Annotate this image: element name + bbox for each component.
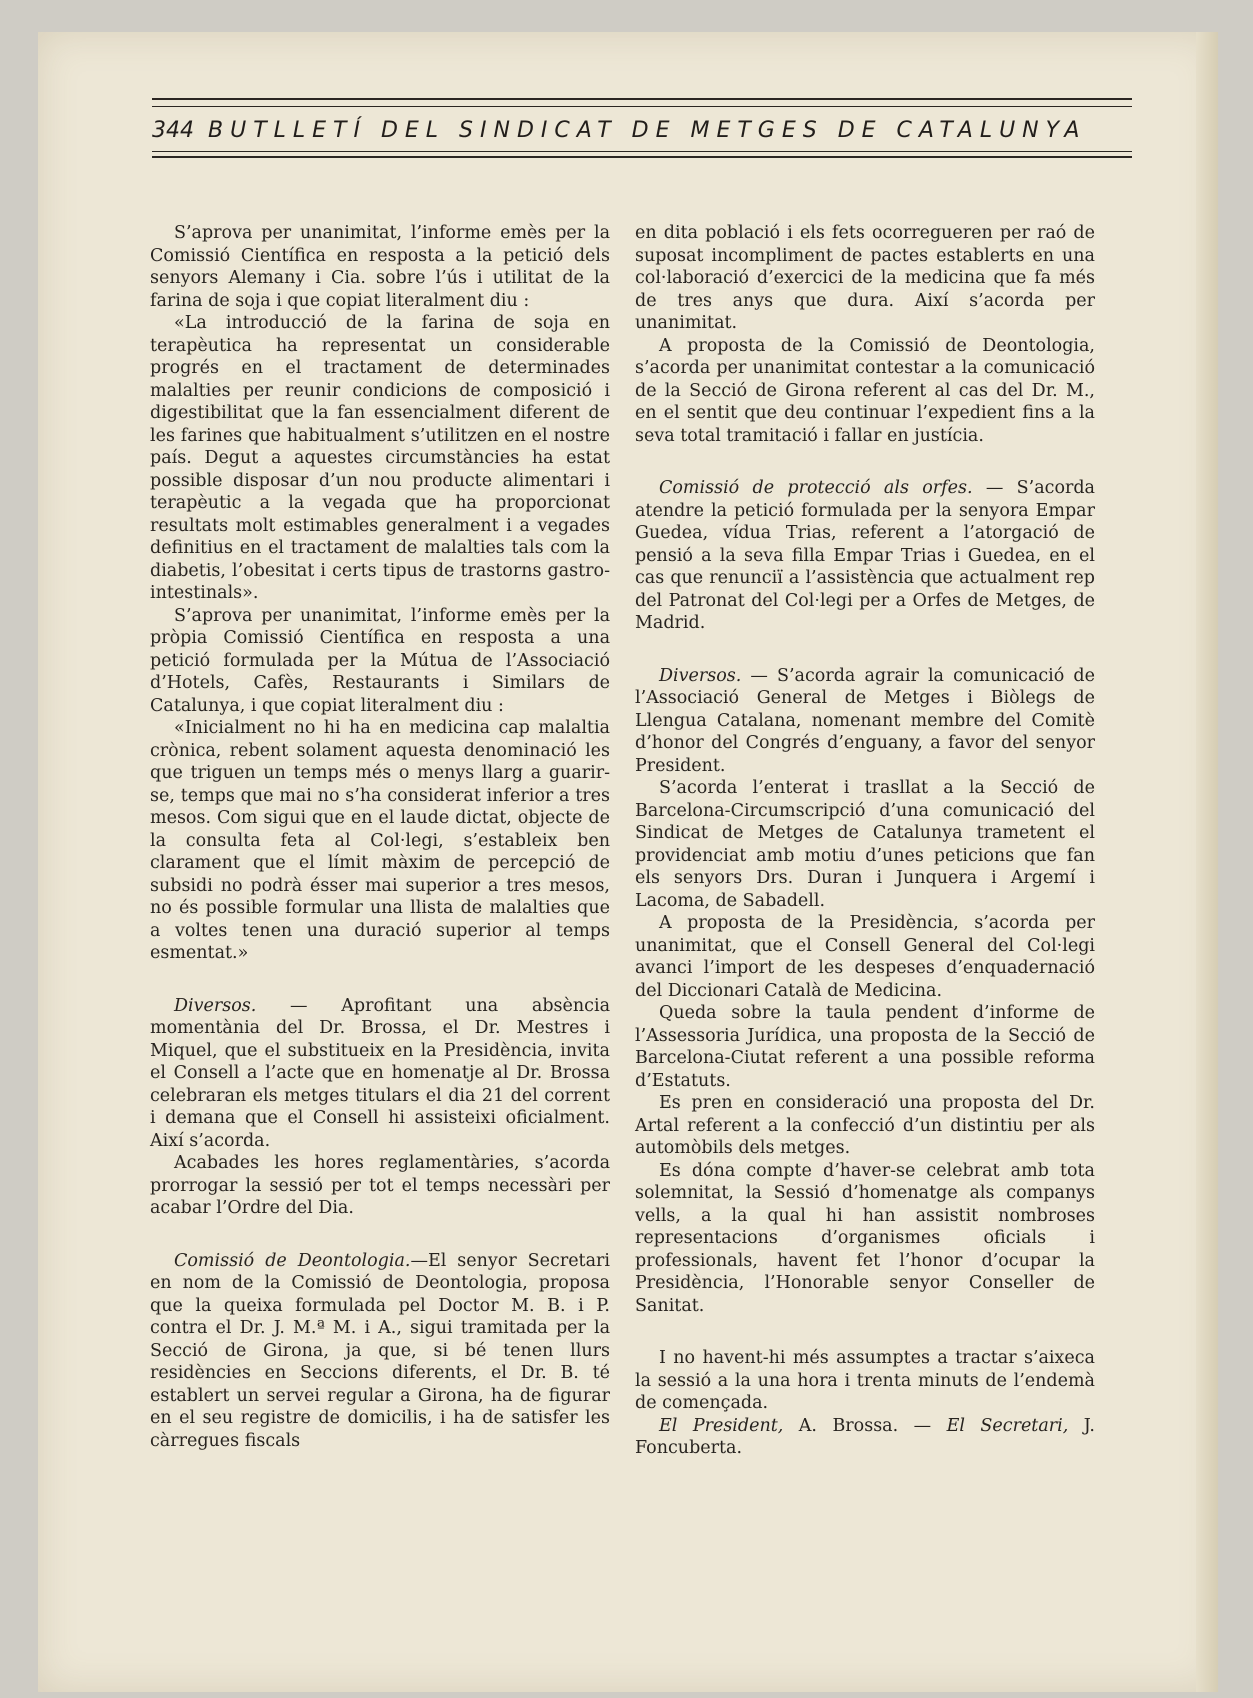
secretary-name: J. Foncuberta.: [635, 1415, 1095, 1458]
signature-separator: —: [913, 1415, 932, 1436]
paragraph: Queda sobre la taula pendent d’informe de l’Assessoria Jurídica, una proposta de la Secció de Barcelona-Ciutat referent a una possible reforma d’Estatuts.: [635, 1003, 1095, 1091]
paragraph: S’acorda l’enterat i trasllat a la Secció de Barcelona-Circumscripció d’una comunicació del Sindicat de Metges de Catalunya trametent el providenciat amb motiu d’unes peticions que fan els senyors Drs. Duran i Junquera i Argemí i Lacoma, de Sabadell.: [635, 778, 1095, 911]
section-heading: Diversos.: [174, 995, 257, 1016]
paragraph: S’aprova per unanimitat, l’informe emès per la Comissió Científica en resposta a la petició dels senyors Alemany i Cia. sobre l’ús i utilitat de la farina de soja i que copiat literalment diu :: [150, 223, 610, 311]
paragraph: S’aprova per unanimitat, l’informe emès per la pròpia Comissió Científica en resposta a una petició formulada per la Mútua de l’Associació d’Hotels, Cafès, Restaurants i Similars de Catalunya, i que copiat literalment diu :: [150, 605, 610, 716]
header-rule-bottom: [152, 156, 1132, 158]
section-paragraph: Comissió de protecció als orfes. — S’acorda atendre la petició formulada per la senyora Empar Guedea, vídua Trias, referent a l’atorgació de pensió a la seva filla Empar Trias i Guedea, en el cas que renunciï a l’assistència que actualment rep del Patronat del Col·legi per a Orfes de Metges, de Madrid.: [635, 478, 1095, 633]
president-role: El President,: [659, 1415, 784, 1436]
paragraph: Es dóna compte d’haver-se celebrat amb tota solemnitat, la Sessió d’homenatge als companys vells, a la qual hi han assistit nombroses representacions d’organismes oficials i professionals, havent fet l’honor d’ocupar la Presidència, l’Honorable senyor Conseller de Sanitat.: [635, 1160, 1095, 1316]
header-rule-top: [152, 98, 1132, 100]
paragraph: Acabades les hores reglamentàries, s’acorda prorrogar la sessió per tot el temps necessàri per acabar l’Ordre del Dia.: [150, 1153, 610, 1218]
secretary-role: El Secretari,: [946, 1415, 1069, 1436]
section-heading: Diversos.: [659, 665, 742, 686]
quoted-paragraph: «La introducció de la farina de soja en terapèutica ha representat un considerable progrés en el tractament de determinades malalties per reunir condicions de composició i digestibilitat que la fan essencialment diferent de les farines que habitualment s’utilitzen en el nostre país. Degut a aquestes circumstàncies ha estat possible disposar d’un nou producte alimentari i terapèutic a la vegada que ha proporcionat resultats molt estimables generalment i a vegades definitius en el tractament de malalties tals com la diabetis, l’obesitat i certs tipus de trastorns gastro-intestinals».: [150, 313, 610, 603]
signature-line: [635, 1415, 1095, 1460]
president-name: A. Brossa.: [798, 1415, 899, 1436]
paragraph: A proposta de la Presidència, s’acorda per unanimitat, que el Consell General del Col·legi avanci l’import de les despeses d’enquadernació del Diccionari Català de Medicina.: [635, 913, 1095, 1001]
section-heading: Comissió de protecció als orfes.: [659, 478, 973, 498]
section-paragraph: Comissió de Deontologia.—El senyor Secretari en nom de la Comissió de Deontologia, proposa que la queixa formulada pel Doctor M. B. i P. contra el Dr. J. M.ª M. i A., sigui tramitada per la Secció de Girona, ja que, si bé tenen llurs residències en Seccions diferents, el Dr. B. té establert un servei regular a Girona, ha de figurar en el seu registre de domicilis, i ha de satisfer les càrregues fiscals: [150, 1250, 610, 1451]
section-paragraph: Diversos. — S’acorda agrair la comunicació de l’Associació General de Metges i Biòlegs de Llengua Catalana, nomenant membre del Comitè d’honor del Congrés d’enguany, a favor del senyor President.: [635, 665, 1095, 776]
header-rule-top-thin: [152, 106, 1132, 107]
journal-title: BUTLLETÍ DEL SINDICAT DE METGES DE CATALUNYA: [208, 117, 1087, 143]
paragraph: Es pren en consideració una proposta del Dr. Artal referent a la confecció d’un distintiu per als automòbils dels metges.: [635, 1093, 1095, 1158]
header-rule-bottom-thin: [152, 151, 1132, 152]
paragraph: A proposta de la Comissió de Deontologia, s’acorda per unanimitat contestar a la comunicació de la Secció de Girona referent al cas del Dr. M., en el sentit que deu continuar l’expedient fins a la seva total tramitació i fallar en justícia.: [635, 335, 1095, 446]
left-column: [150, 222, 610, 1452]
section-heading: Comissió de Deontologia.: [174, 1250, 411, 1271]
paragraph: en dita població i els fets ocorregueren per raó de suposat incompliment de pactes establerts en una col·laboració d’exercici de la medicina que fa més de tres anys que dura. Així s’acorda per unanimitat.: [635, 223, 1095, 333]
page-edge: [1196, 32, 1218, 1692]
right-column: [635, 222, 1095, 1460]
closing-paragraph: I no havent-hi més assumptes a tractar s’aixeca la sessió a la una hora i trenta minuts de l’endemà de començada.: [635, 1348, 1095, 1413]
quoted-paragraph: «Inicialment no hi ha en medicina cap malaltia crònica, rebent solament aquesta denominació les que triguen un temps més o menys llarg a guarir-se, temps que mai no s’ha considerat inferior a tres mesos. Com sigui que en el laude dictat, objecte de la consulta feta al Col·legi, s’estableix ben clarament que el límit màxim de percepció de subsidi no podrà ésser mai superior a tres mesos, no és possible formular una llista de malalties que a voltes tenen una duració superior al temps esmentat.»: [150, 718, 610, 963]
section-paragraph: Diversos. — Aprofitant una absència momentània del Dr. Brossa, el Dr. Mestres i Miquel, que el substitueix en la Presidència, invita el Consell a l’acte que en homenatje al Dr. Brossa celebraran els metges titulars el dia 21 del corrent i demana que el Consell hi assisteixi oficialment. Així s’acorda.: [150, 995, 610, 1151]
page-number: 344: [152, 117, 194, 143]
running-header: [152, 113, 1132, 147]
